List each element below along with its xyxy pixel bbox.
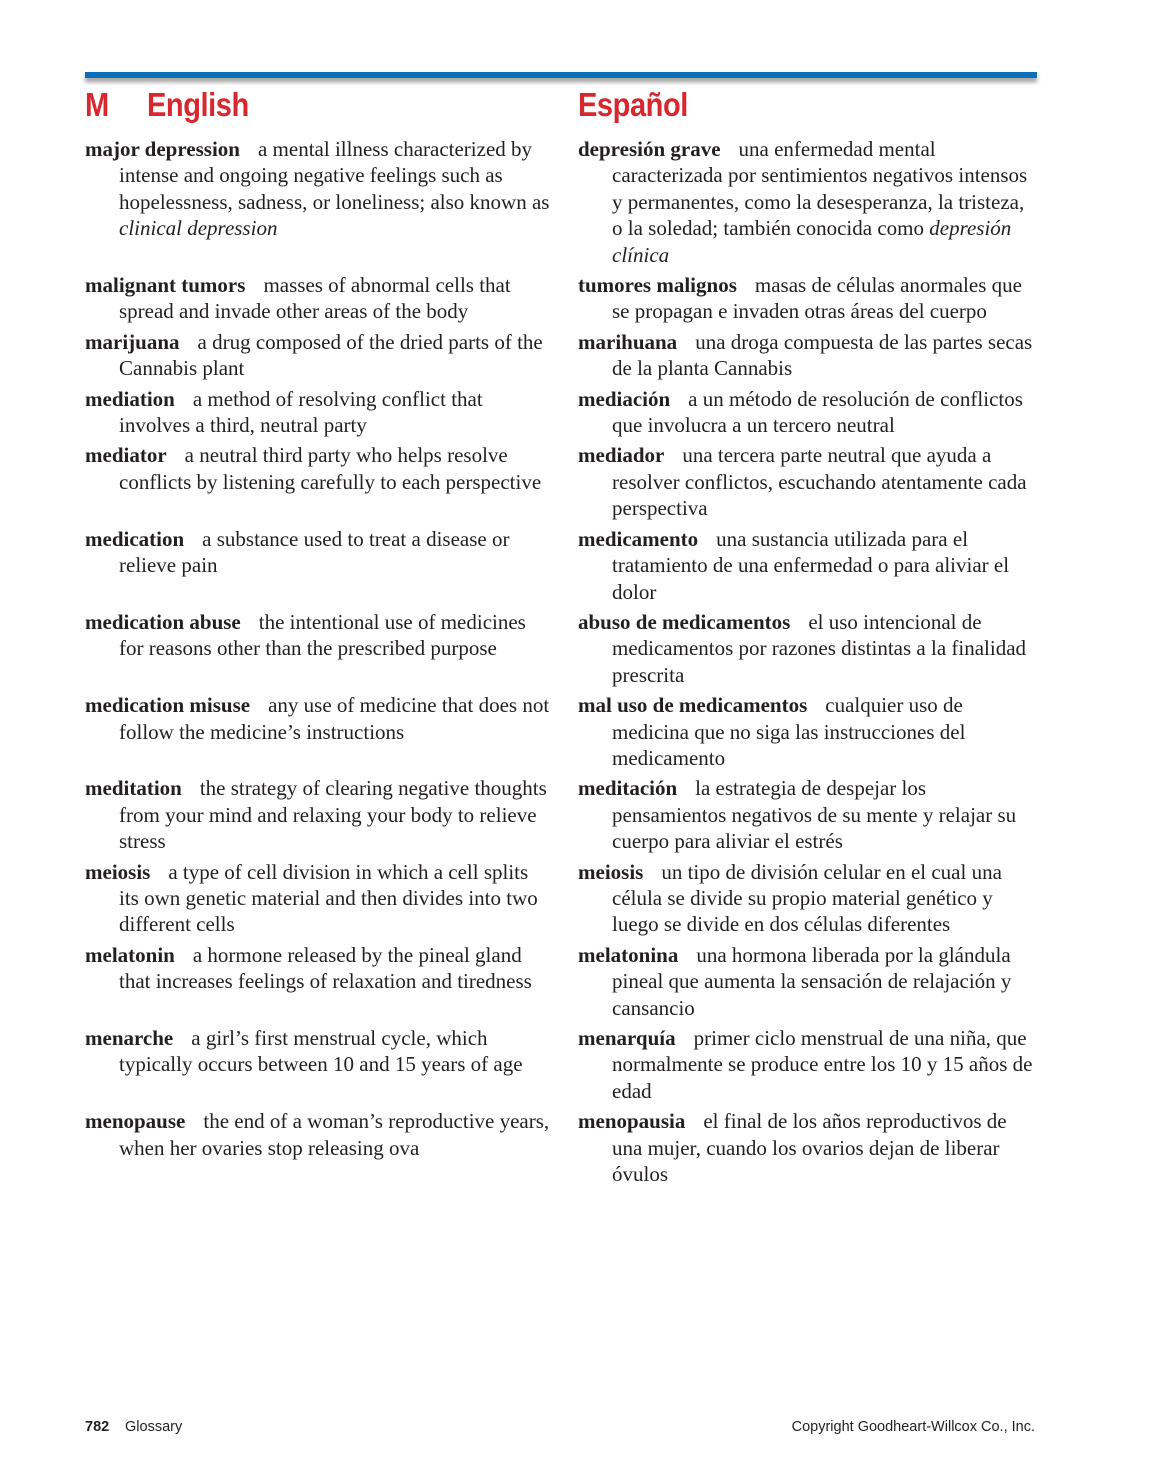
- glossary-definition: primer ciclo menstrual de una niña, que normalmente se produce entre los 10 y 15 años de edad: [612, 1026, 1033, 1103]
- glossary-entry-en: [85, 329, 550, 382]
- glossary-definition: el uso intencional de medicamentos por razones distintas a la finalidad prescrita: [612, 609, 1027, 687]
- glossary-definition: a girl’s first menstrual cycle, which typically occurs between 10 and 15 years of age: [119, 1026, 523, 1077]
- glossary-term: menopause: [85, 1109, 186, 1134]
- glossary-term: marijuana: [85, 329, 180, 354]
- copyright-notice: Copyright Goodheart-Willcox Co., Inc.: [791, 1419, 1035, 1435]
- glossary-definition: a type of cell division in which a cell splits its own genetic material and then divides into two different cells: [119, 859, 538, 937]
- glossary-entry-en: [85, 1108, 550, 1187]
- glossary-entry-es: [578, 775, 1038, 854]
- glossary-term: depresión grave: [578, 137, 721, 161]
- glossary-term: menarquía: [578, 1026, 676, 1050]
- glossary-entry-en: [85, 136, 550, 268]
- glossary-definition: a un método de resolución de conflictos que involucra a un tercero neutral: [612, 386, 1023, 438]
- glossary-definition: el final de los años reproductivos de una mujer, cuando los ovarios dejan de liberar óvulos: [612, 1109, 1007, 1187]
- glossary-term: menarche: [85, 1026, 174, 1050]
- glossary-entry-en: [85, 609, 550, 688]
- glossary-definition: una droga compuesta de las partes secas de la planta Cannabis: [612, 329, 1033, 381]
- glossary-definition: a neutral third party who helps resolve conflicts by listening carefully to each perspective: [119, 443, 542, 494]
- glossary-definition: una sustancia utilizada para el tratamiento de una enfermedad o para aliviar el dolor: [612, 526, 1010, 604]
- glossary-definition: un tipo de división celular en el cual una célula se divide su propio material genético y luego se divide en dos células diferentes: [612, 859, 1002, 937]
- glossary-term: melatonin: [85, 942, 175, 967]
- glossary-term: menopausia: [578, 1109, 686, 1134]
- glossary-entry-es: [578, 386, 1038, 439]
- glossary-synonym: clinical depression: [119, 216, 278, 241]
- glossary-term: mal uso de medicamentos: [578, 693, 808, 718]
- glossary-entry-es: [578, 942, 1038, 1021]
- glossary-entry-en: [85, 442, 550, 521]
- glossary-definition: the end of a woman’s reproductive years, when her ovaries stop releasing ova: [119, 1109, 550, 1160]
- glossary-term: malignant tumors: [85, 273, 246, 298]
- glossary-definition: la estrategia de despejar los pensamientos negativos de su mente y relajar su cuerpo para aliviar el estrés: [612, 776, 1017, 854]
- glossary-definition: una tercera parte neutral que ayuda a resolver conflictos, escuchando atentamente cada perspectiva: [612, 443, 1027, 521]
- glossary-entry-es: [578, 1108, 1038, 1187]
- glossary-definition: a hormone released by the pineal gland that increases feelings of relaxation and tiredness: [119, 942, 532, 994]
- glossary-term: medication misuse: [85, 693, 251, 718]
- glossary-entry-en: [85, 942, 550, 1021]
- glossary-entry-es: [578, 692, 1038, 771]
- glossary-term: medication abuse: [85, 609, 241, 634]
- glossary-term: major depression: [85, 137, 240, 161]
- glossary-entry-es: [578, 442, 1038, 521]
- glossary-entry-es: [578, 272, 1038, 325]
- glossary-definition: a drug composed of the dried parts of the Cannabis plant: [119, 329, 543, 381]
- glossary-definition: a mental illness characterized by intense and ongoing negative feelings such as hopelessness, sadness, or loneliness; also known as: [119, 137, 550, 214]
- english-column-title: English: [147, 86, 249, 123]
- page-number: 782: [85, 1419, 110, 1435]
- glossary-term: medication: [85, 526, 185, 551]
- glossary-term: mediation: [85, 386, 175, 411]
- glossary-term: medicamento: [578, 526, 699, 551]
- glossary-term: abuso de medicamentos: [578, 609, 791, 634]
- glossary-definition: the strategy of clearing negative thoughts from your mind and relaxing your body to relieve stress: [119, 776, 547, 854]
- glossary-definition: a method of resolving conflict that involves a third, neutral party: [119, 386, 483, 438]
- spanish-column-title: Español: [578, 86, 688, 123]
- glossary-entry-en: [85, 272, 550, 325]
- glossary-entry-es: [578, 136, 1038, 268]
- glossary-term: meditation: [85, 776, 182, 801]
- glossary-definition: una hormona liberada por la glándula pineal que aumenta la sensación de relajación y cansancio: [612, 942, 1012, 1020]
- glossary-entry-en: [85, 1025, 550, 1104]
- glossary-term: meditación: [578, 776, 678, 801]
- glossary-term: melatonina: [578, 942, 679, 967]
- glossary-entry-en: [85, 386, 550, 439]
- glossary-definition: any use of medicine that does not follow the medicine’s instructions: [119, 693, 550, 744]
- glossary-entry-es: [578, 859, 1038, 938]
- glossary-entry-es: [578, 609, 1038, 688]
- glossary-entries: [85, 136, 1045, 1187]
- glossary-entry-es: [578, 329, 1038, 382]
- glossary-term: meiosis: [578, 859, 644, 884]
- glossary-term: marihuana: [578, 329, 678, 354]
- glossary-term: mediator: [85, 443, 167, 468]
- glossary-entry-es: [578, 1025, 1038, 1104]
- glossary-definition: una enfermedad mental caracterizada por sentimientos negativos intensos y permanentes, como la desesperanza, la tristeza, o la soledad; también conocida como: [612, 137, 1028, 241]
- glossary-entry-es: [578, 526, 1038, 605]
- glossary-definition: cualquier uso de medicina que no siga las instrucciones del medicamento: [612, 693, 966, 770]
- section-letter: M: [85, 86, 109, 123]
- glossary-entry-en: [85, 775, 550, 854]
- glossary-term: tumores malignos: [578, 273, 737, 298]
- glossary-entry-en: [85, 526, 550, 605]
- glossary-synonym: depresión clínica: [612, 216, 1012, 267]
- glossary-term: meiosis: [85, 859, 151, 884]
- glossary-definition: masses of abnormal cells that spread and invade other areas of the body: [119, 273, 511, 324]
- glossary-term: mediación: [578, 386, 671, 411]
- glossary-definition: a substance used to treat a disease or relieve pain: [119, 526, 510, 578]
- glossary-entry-en: [85, 859, 550, 938]
- glossary-definition: the intentional use of medicines for reasons other than the prescribed purpose: [119, 609, 526, 661]
- header-rule: [85, 72, 1037, 78]
- section-name: Glossary: [125, 1419, 183, 1435]
- glossary-term: mediador: [578, 443, 665, 468]
- glossary-entry-en: [85, 692, 550, 771]
- glossary-definition: masas de células anormales que se propagan e invaden otras áreas del cuerpo: [612, 273, 1022, 324]
